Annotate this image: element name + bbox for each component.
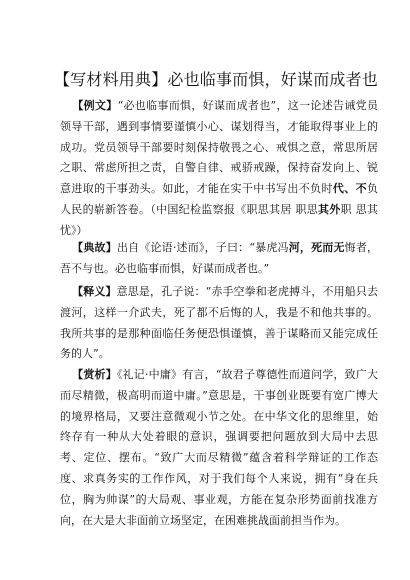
analysis-tag: 【赏析】 (72, 368, 117, 381)
page-title: 【写材料用典】必也临事而惧，好谋而成者也 (54, 70, 379, 89)
source-text-1: 出自《论语·述而》，子曰：“暴虎冯 (116, 241, 289, 254)
source-tag: 【典故】 (72, 241, 117, 254)
source-paragraph (60, 238, 378, 280)
example-bold-2: 其外 (318, 202, 341, 216)
example-text-1: “必也临事而惧，好谋而成者也”，这一论述告诫党员领导干部，遇到事情要谨慎小心、谋划得当，才能取得事业上的成功。党员领导干部要时刻保持敬畏之心、戒惧之意，常思所居之职、常虑所担之责，自警自律、戒骄戒躁，保持奋发向上、锐意进取的干事劲头。如此，才能在实干中书写出不负时 (60, 99, 378, 196)
example-text-3: 职 思其忧》） (60, 202, 379, 237)
analysis-paragraph (60, 365, 378, 531)
meaning-paragraph (60, 282, 378, 365)
meaning-tag: 【释义】 (72, 285, 117, 298)
source-bold-1: 河，死而无 (288, 241, 345, 254)
source-text-2: 悔者，吾不与也。必也临事而惧，好谋而成者也。” (60, 241, 379, 275)
example-bold-1: 代、不 (332, 182, 368, 196)
example-tag: 【例文】 (72, 99, 118, 112)
analysis-text: 《礼记·中庸》有言，“故君子尊德性而道问学，致广大而尽精微，极高明而道中庸。”意思是，干事创业既要有宽广博大的境界格局，又要注意微观小节之处。在中华文化的思维里，始终存有一种从大处着眼的意识，强调要把问题放到大局中去思考、定位、摆布。“致广大而尽精微”蕴含着科学辩证的工作态度、求真务实的工作作风，对于我们每个人来说，拥有“身在兵位，胸为帅谋”的大局观、事业观，方能在复杂形势面前找准方向，在大是大非面前立场坚定，在困难挑战面前担当作为。 (60, 368, 379, 527)
meaning-text: 意思是，孔子说：“赤手空拳和老虎搏斗，不用船只去渡河，这样一介武夫，死了都不后悔的人，我是不和他共事的。我所共事的是那种面临任务便恐惧谨慎，善于谋略而又能完成任务的人”。 (60, 285, 379, 361)
example-text-2: 负人民的崭新答卷。（中国纪检监察报《职思其居 职思 (60, 182, 379, 216)
example-paragraph (60, 96, 378, 242)
